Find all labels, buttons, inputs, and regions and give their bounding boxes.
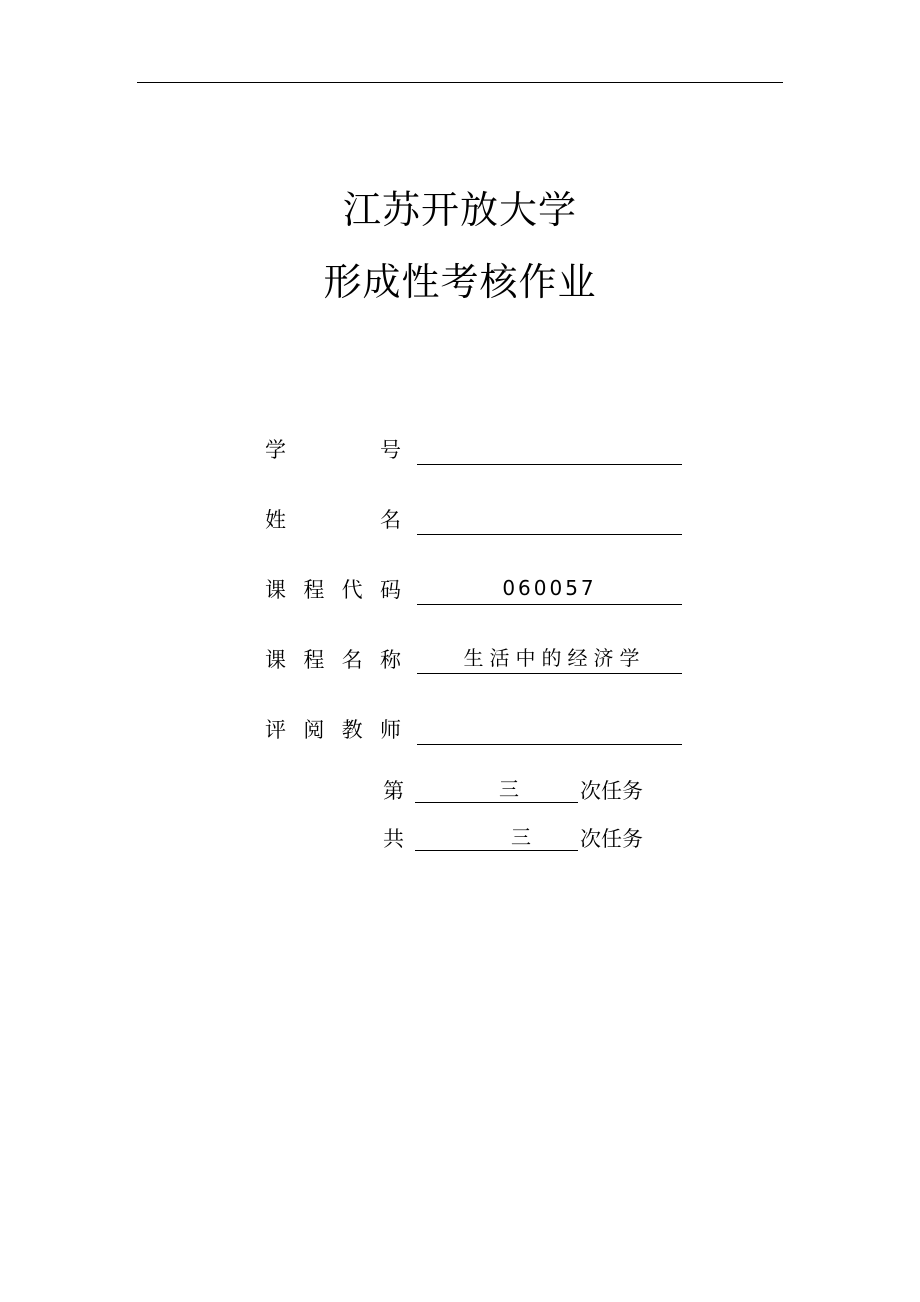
student-name-row xyxy=(265,503,685,537)
total-task-value: 三 xyxy=(511,825,531,849)
current-task-prefix: 第 xyxy=(383,779,404,803)
course-name-row xyxy=(265,643,685,677)
course-code-label: 课 程 代 码 xyxy=(265,578,401,602)
document-title: 形成性考核作业 xyxy=(323,260,597,304)
student-name-field[interactable] xyxy=(417,503,682,535)
course-code-field[interactable]: 060057 xyxy=(417,573,682,605)
university-name: 江苏开放大学 xyxy=(342,188,577,232)
header-rule xyxy=(137,82,783,83)
reviewer-field[interactable] xyxy=(417,713,682,745)
student-name-label: 姓 名 xyxy=(265,508,401,532)
course-name-field[interactable]: 生活中的经济学 xyxy=(417,643,682,674)
reviewer-label: 评 阅 教 师 xyxy=(265,718,401,742)
reviewer-row xyxy=(265,713,685,747)
course-code-row xyxy=(265,573,685,607)
current-task-value: 三 xyxy=(499,777,519,801)
student-id-label: 学 号 xyxy=(265,438,401,462)
total-task-prefix: 共 xyxy=(383,827,404,851)
course-name-label: 课 程 名 称 xyxy=(265,648,401,672)
current-task-field[interactable] xyxy=(415,776,578,803)
total-task-suffix: 次任务 xyxy=(580,827,643,851)
student-id-field[interactable] xyxy=(417,433,682,465)
student-id-row xyxy=(265,433,685,467)
total-task-field[interactable] xyxy=(415,824,578,851)
current-task-suffix: 次任务 xyxy=(580,779,643,803)
